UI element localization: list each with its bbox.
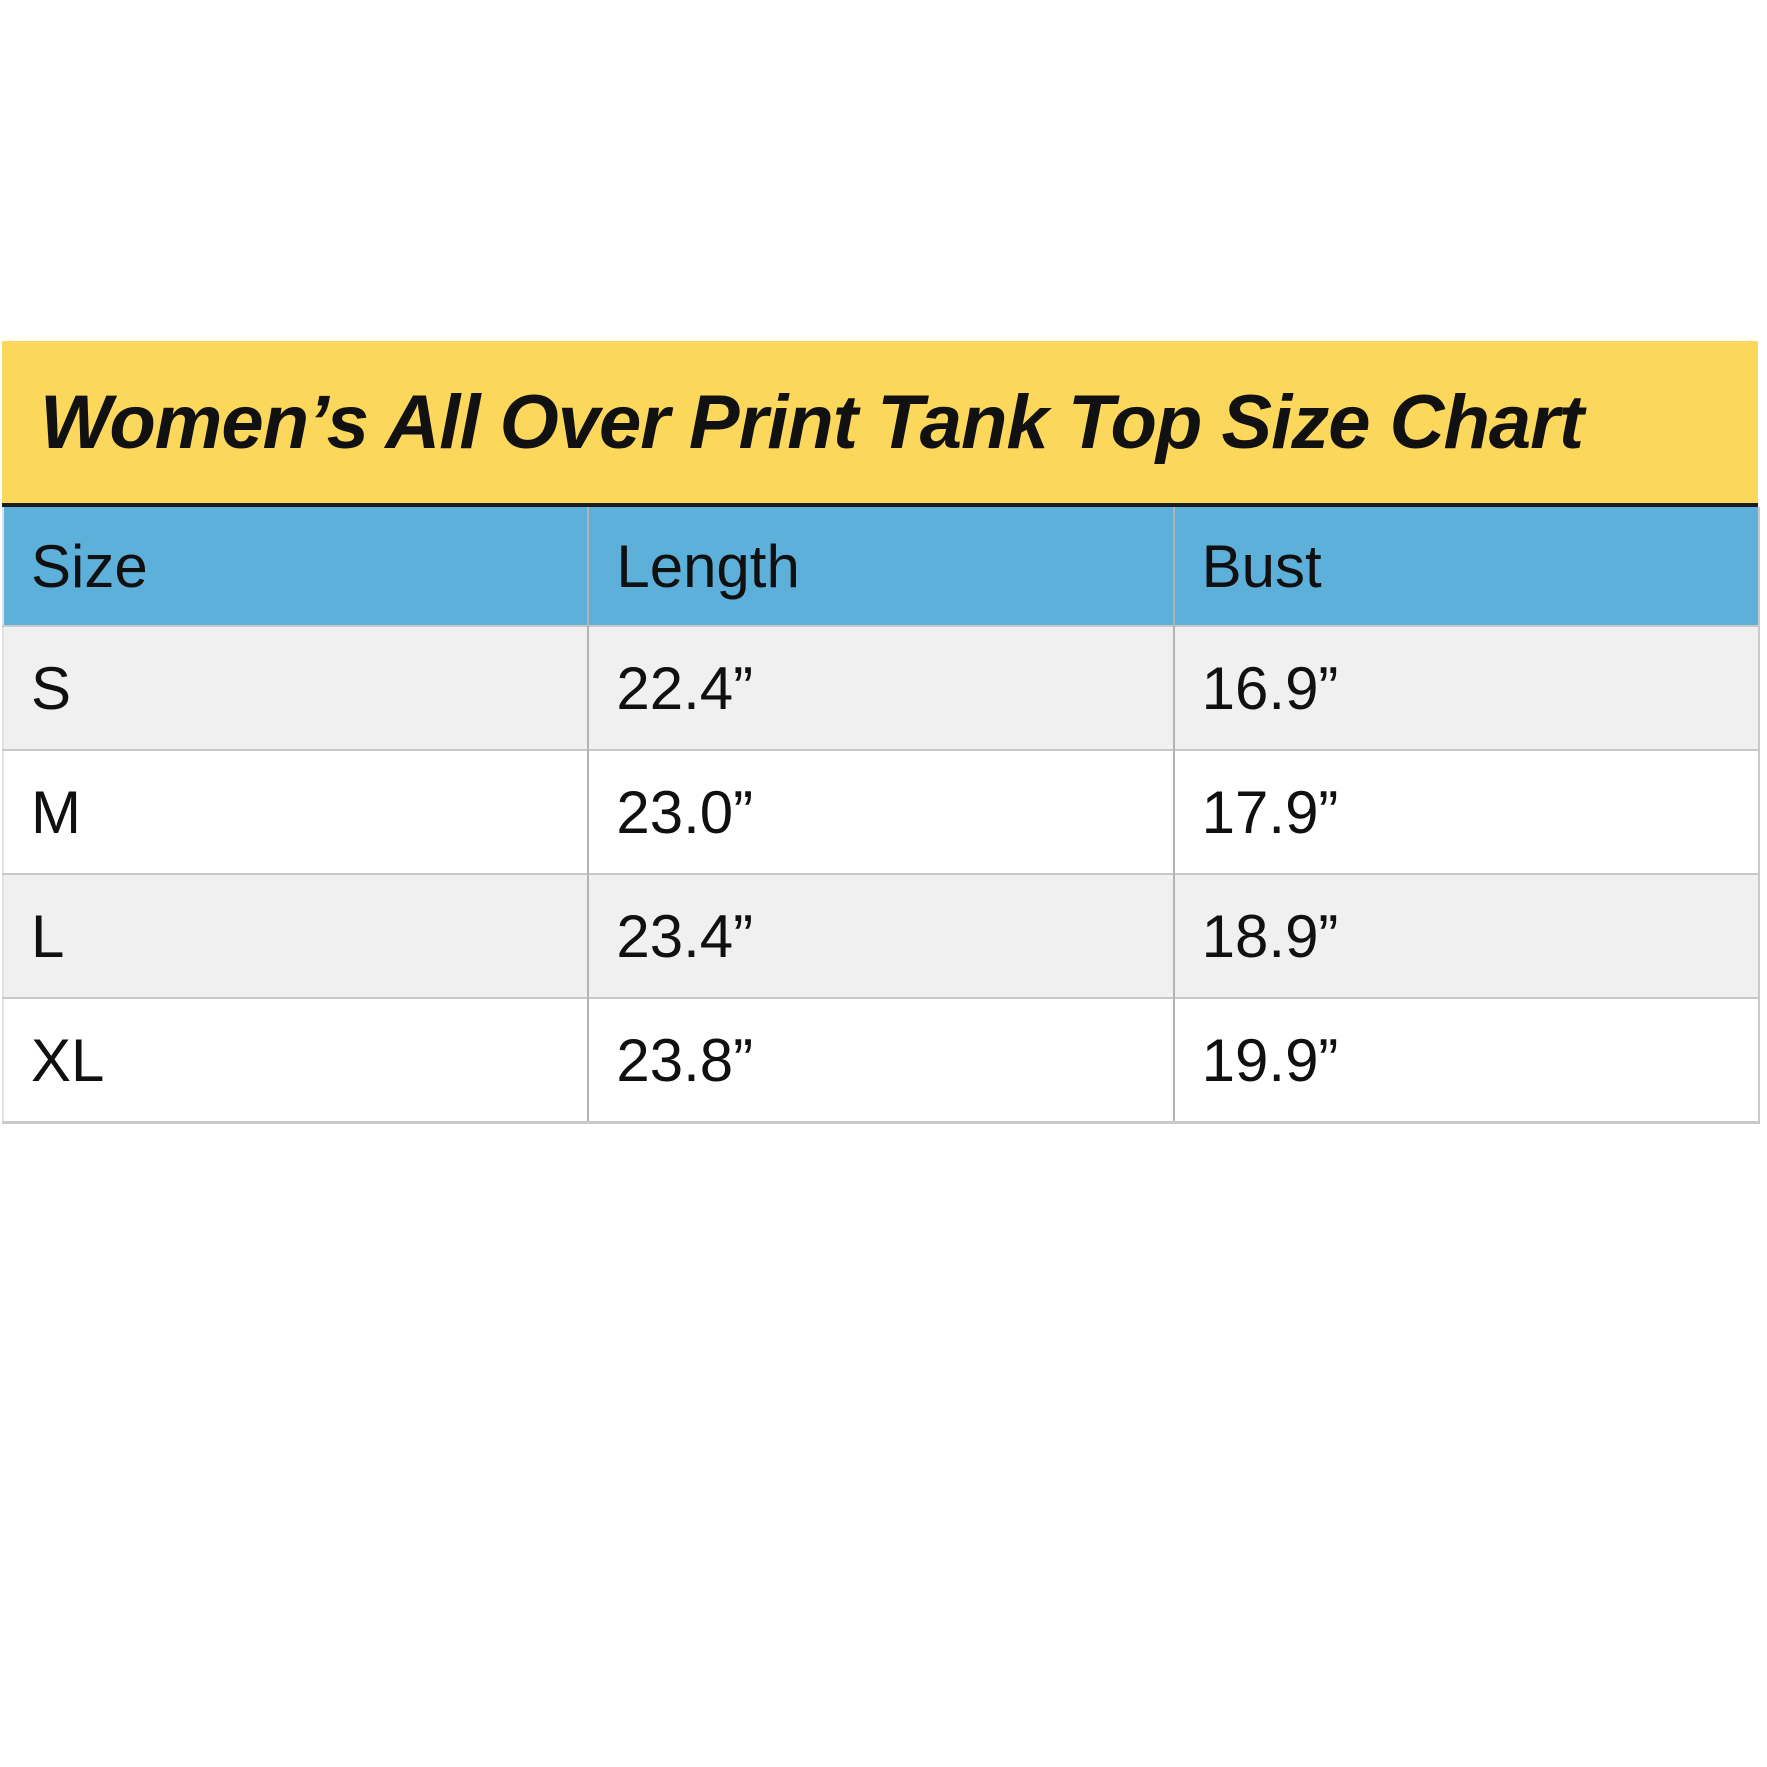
header-row [3,507,1759,626]
table-row [3,874,1759,998]
cell-size: XL [3,998,588,1123]
cell-bust: 18.9” [1174,874,1759,998]
cell-size: S [3,626,588,750]
title-band [2,341,1758,507]
cell-length: 23.0” [588,750,1173,874]
column-header-length: Length [588,507,1173,626]
cell-length: 23.8” [588,998,1173,1123]
column-header-size: Size [3,507,588,626]
table-row [3,998,1759,1123]
cell-length: 23.4” [588,874,1173,998]
cell-bust: 19.9” [1174,998,1759,1123]
cell-bust: 17.9” [1174,750,1759,874]
table-row [3,750,1759,874]
column-header-bust: Bust [1174,507,1759,626]
table-row [3,626,1759,750]
cell-size: L [3,874,588,998]
size-table [2,507,1760,1124]
page-title: Women’s All Over Print Tank Top Size Chart [40,379,1584,465]
cell-size: M [3,750,588,874]
cell-length: 22.4” [588,626,1173,750]
cell-bust: 16.9” [1174,626,1759,750]
